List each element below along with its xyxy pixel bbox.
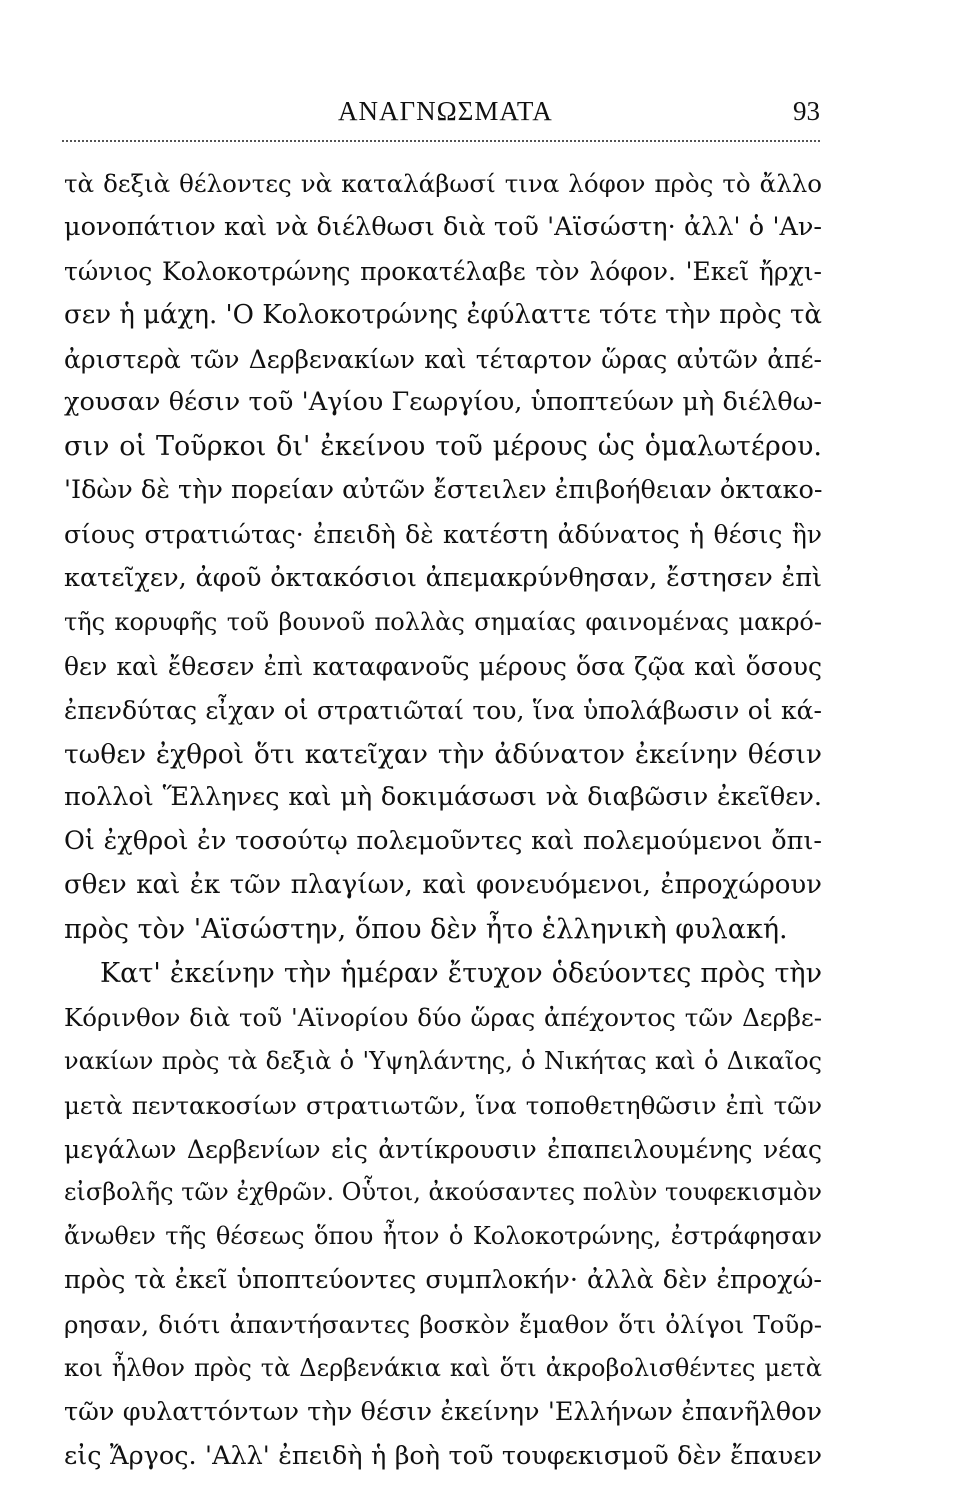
text-line: μετὰ πεντακοσίων στρατιωτῶν, ἵνα τοποθετηθῶσιν ἐπὶ τῶν bbox=[64, 1090, 822, 1120]
page-number: 93 bbox=[793, 96, 820, 126]
text-line: σιν οἱ Τοῦρκοι δι' ἐκείνου τοῦ μέρους ὡς ὁμαλωτέρου. bbox=[64, 431, 822, 463]
text-line: χουσαν θέσιν τοῦ 'Αγίου Γεωργίου, ὑποπτεύων μὴ διέλθω- bbox=[64, 387, 822, 418]
page-header bbox=[70, 96, 822, 136]
text-line: πρὸς τὸν 'Αϊσώστην, ὅπου δὲν ἦτο ἑλληνικὴ φυλακή. bbox=[64, 914, 788, 946]
text-line: εἰσβολῆς τῶν ἐχθρῶν. Οὗτοι, ἀκούσαντες πολὺν τουφεκισμὸν bbox=[64, 1178, 822, 1207]
text-line: κοι ἦλθον πρὸς τὰ Δερβενάκια καὶ ὅτι ἀκροβολισθέντες μετὰ bbox=[64, 1354, 822, 1383]
text-line: κατεῖχεν, ἀφοῦ ὀκτακόσιοι ἀπεμακρύνθησαν, ἔστησεν ἐπὶ bbox=[64, 563, 822, 594]
header-divider bbox=[62, 140, 820, 142]
text-line: Κατ' ἐκείνην τὴν ἡμέραν ἔτυχον ὁδεύοντες πρὸς τὴν bbox=[100, 958, 822, 990]
text-line: πολλοὶ Ἕλληνες καὶ μὴ δοκιμάσωσι νὰ διαβῶσιν ἐκεῖθεν. bbox=[64, 782, 822, 813]
text-line: σεν ἡ μάχη. 'Ο Κολοκοτρώνης ἐφύλαττε τότε τὴν πρὸς τὰ bbox=[64, 299, 822, 330]
text-line: νακίων πρὸς τὰ δεξιὰ ὁ 'Υψηλάντης, ὁ Νικήτας καὶ ὁ Δικαῖος bbox=[64, 1046, 822, 1075]
text-line: Κόρινθον διὰ τοῦ 'Αϊνορίου δύο ὥρας ἀπέχοντος τῶν Δερβε- bbox=[64, 1002, 822, 1032]
text-line: τῶν φυλαττόντων τὴν θέσιν ἐκείνην 'Ελλήνων ἐπανῆλθον bbox=[64, 1396, 822, 1427]
text-line: τῆς κορυφῆς τοῦ βουνοῦ πολλὰς σημαίας φαινομένας μακρό- bbox=[64, 607, 822, 636]
text-line: ρησαν, διότι ἀπαντήσαντες βοσκὸν ἔμαθον ὅτι ὀλίγοι Τοῦρ- bbox=[64, 1310, 822, 1340]
text-line: σθεν καὶ ἐκ τῶν πλαγίων, καὶ φονευόμενοι, ἐπροχώρουν bbox=[64, 870, 822, 901]
text-line: σίους στρατιώτας· ἐπειδὴ δὲ κατέστη ἀδύνατος ἡ θέσις ἣν bbox=[64, 520, 822, 550]
text-line: θεν καὶ ἔθεσεν ἐπὶ καταφανοῦς μέρους ὅσα ζῷα καὶ ὅσους bbox=[64, 651, 822, 681]
text-line: ἀριστερὰ τῶν Δερβενακίων καὶ τέταρτον ὥρας αὐτῶν ἀπέ- bbox=[64, 344, 822, 374]
text-line: εἰς Ἄργος. 'Αλλ' ἐπειδὴ ἡ βοὴ τοῦ τουφεκισμοῦ δὲν ἔπαυεν bbox=[64, 1440, 822, 1471]
text-line: ἐπενδύτας εἶχαν οἱ στρατιῶταί του, ἵνα ὑπολάβωσιν οἱ κά- bbox=[64, 695, 822, 725]
text-line: μονοπάτιον καὶ νὰ διέλθωσι διὰ τοῦ 'Αϊσώστη· ἀλλ' ὁ 'Αν- bbox=[64, 211, 822, 242]
text-line: τωθεν ἐχθροὶ ὅτι κατεῖχαν τὴν ἀδύνατον ἐκείνην θέσιν bbox=[64, 738, 822, 770]
text-line: 'Ιδὼν δὲ τὴν πορείαν αὐτῶν ἔστειλεν ἐπιβοήθειαν ὀκτακο- bbox=[64, 475, 822, 506]
body-text bbox=[64, 162, 822, 1479]
text-line: τώνιος Κολοκοτρώνης προκατέλαβε τὸν λόφον. 'Εκεῖ ἤρχι- bbox=[64, 256, 822, 286]
text-line: Οἱ ἐχθροὶ ἐν τοσούτῳ πολεμοῦντες καὶ πολεμούμενοι ὄπι- bbox=[64, 826, 822, 857]
text-line: ἄνωθεν τῆς θέσεως ὅπου ἦτον ὁ Κολοκοτρώνης, ἐστράφησαν bbox=[64, 1222, 822, 1251]
text-line: τὰ δεξιὰ θέλοντες νὰ καταλάβωσί τινα λόφον πρὸς τὸ ἄλλο bbox=[64, 169, 822, 198]
running-title: ΑΝΑΓΝΩΣΜΑΤΑ bbox=[338, 96, 553, 126]
text-line: πρὸς τὰ ἐκεῖ ὑποπτεύοντες συμπλοκήν· ἀλλὰ δὲν ἐπροχώ- bbox=[64, 1265, 822, 1296]
text-line: μεγάλων Δερβενίων εἰς ἀντίκρουσιν ἐπαπειλουμένης νέας bbox=[64, 1134, 822, 1164]
